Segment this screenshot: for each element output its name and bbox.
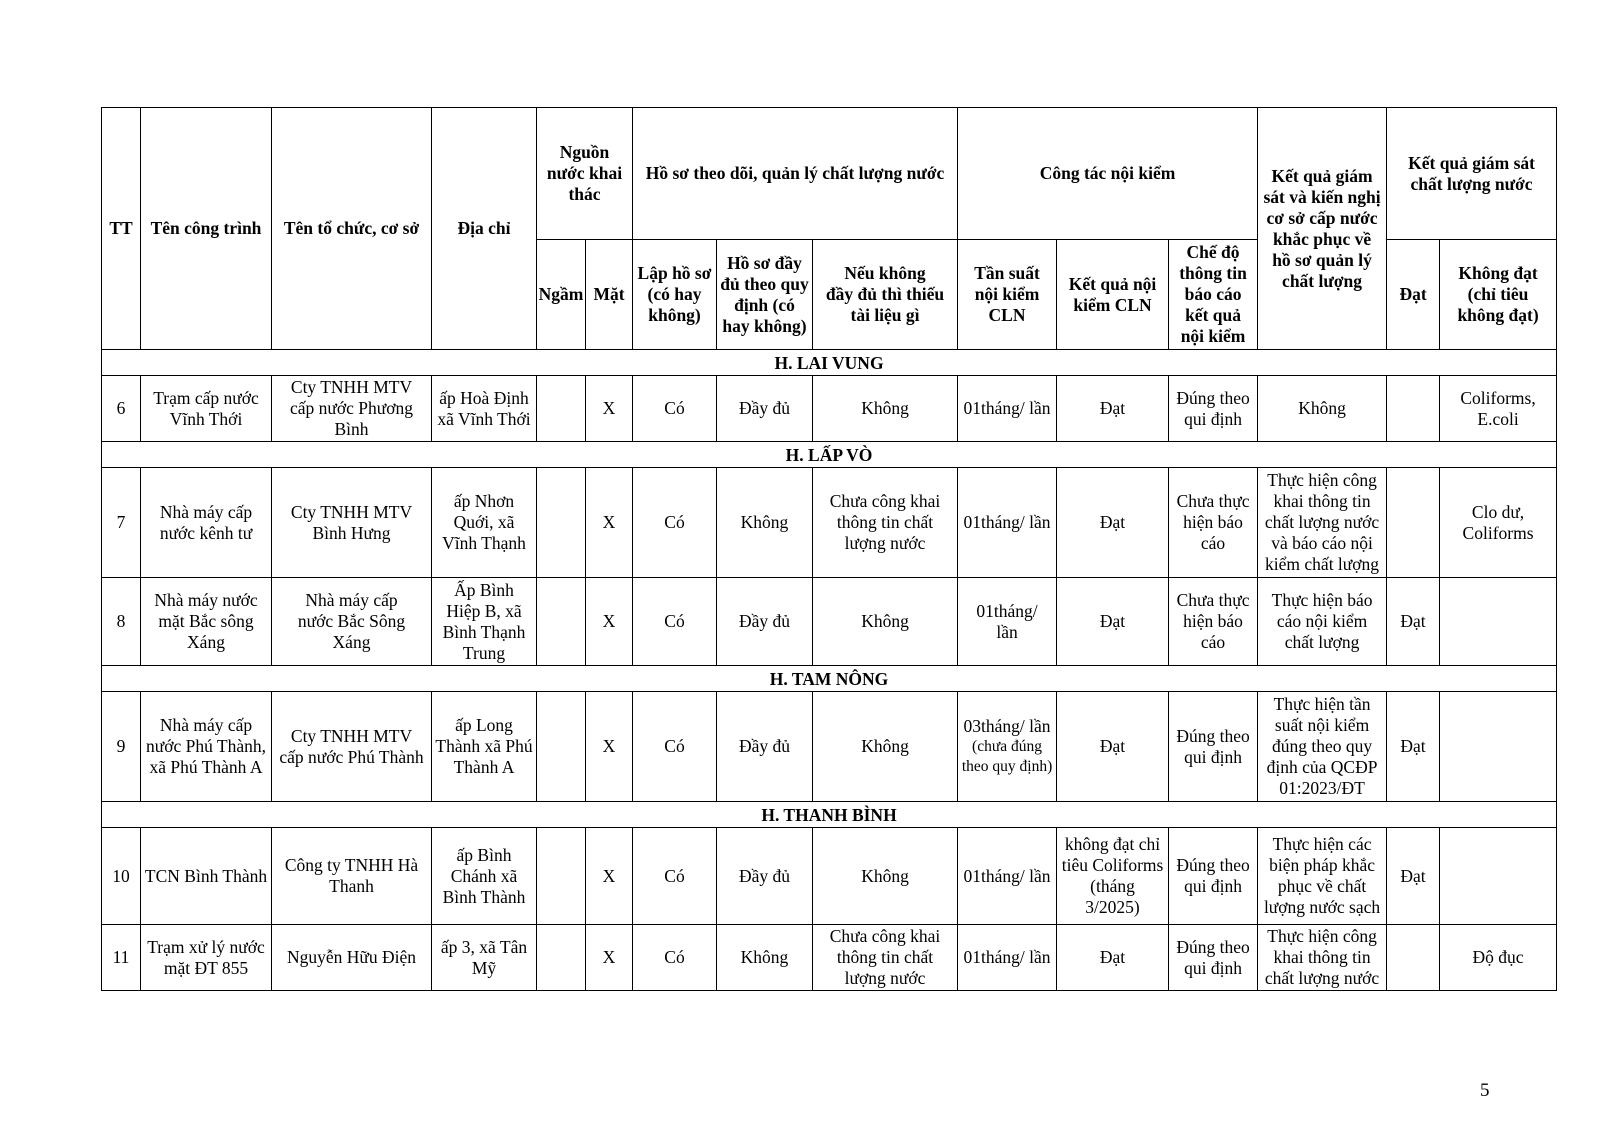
table-header <box>102 108 1557 350</box>
cell-tt: 11 <box>102 925 141 991</box>
table-row <box>102 925 1557 991</box>
section-row <box>102 802 1557 828</box>
cell-ket-qua: Đạt <box>1057 578 1169 666</box>
cell-tt: 7 <box>102 468 141 578</box>
cell-ket-qua: không đạt chỉ tiêu Coliforms (tháng 3/2025) <box>1057 828 1169 925</box>
header-dia-chi: Địa chỉ <box>432 108 537 350</box>
cell-mat: X <box>586 468 633 578</box>
cell-ngam <box>537 376 586 442</box>
cell-cong-trinh: Trạm xử lý nước mặt ĐT 855 <box>141 925 272 991</box>
cell-cong-trinh: Nhà máy cấp nước kênh tư <box>141 468 272 578</box>
cell-thieu: Không <box>813 578 958 666</box>
section-title: H. TAM NÔNG <box>102 666 1557 692</box>
header-khong-dat: Không đạt (chỉ tiêu không đạt) <box>1440 240 1557 350</box>
cell-ket-qua: Đạt <box>1057 925 1169 991</box>
cell-to-chuc: Cty TNHH MTV cấp nước Phú Thành <box>272 692 432 802</box>
header-kq-giam-sat-cln: Kết quả giám sát chất lượng nước <box>1387 108 1557 240</box>
cell-khong-dat <box>1440 578 1557 666</box>
cell-dia-chi: ấp Nhơn Quới, xã Vĩnh Thạnh <box>432 468 537 578</box>
table-body <box>102 350 1557 991</box>
header-dat: Đạt <box>1387 240 1440 350</box>
cell-che-do: Chưa thực hiện báo cáo <box>1169 468 1258 578</box>
section-title: H. LAI VUNG <box>102 350 1557 376</box>
cell-kien-nghi: Thực hiện các biện pháp khắc phục về chất lượng nước sạch <box>1258 828 1387 925</box>
cell-cong-trinh: Nhà máy cấp nước Phú Thành, xã Phú Thành A <box>141 692 272 802</box>
cell-ngam <box>537 828 586 925</box>
header-ho-so: Hồ sơ theo dõi, quản lý chất lượng nước <box>633 108 958 240</box>
header-ket-qua-noi-kiem: Kết quả nội kiểm CLN <box>1057 240 1169 350</box>
header-lap-ho-so: Lập hồ sơ (có hay không) <box>633 240 717 350</box>
cell-mat: X <box>586 578 633 666</box>
header-tan-suat: Tần suất nội kiểm CLN <box>958 240 1057 350</box>
cell-dia-chi: ấp Bình Chánh xã Bình Thành <box>432 828 537 925</box>
cell-ket-qua: Đạt <box>1057 692 1169 802</box>
header-neu-khong-day-du: Nếu không đầy đủ thì thiếu tài liệu gì <box>813 240 958 350</box>
cell-ngam <box>537 578 586 666</box>
section-row <box>102 442 1557 468</box>
cell-to-chuc: Cty TNHH MTV cấp nước Phương Bình <box>272 376 432 442</box>
page-number: 5 <box>1480 1080 1490 1101</box>
cell-kien-nghi: Thực hiện tần suất nội kiểm đúng theo quy định của QCĐP 01:2023/ĐT <box>1258 692 1387 802</box>
cell-dia-chi: ấp Long Thành xã Phú Thành A <box>432 692 537 802</box>
cell-thieu: Không <box>813 376 958 442</box>
cell-dat <box>1387 925 1440 991</box>
cell-day-du: Không <box>717 468 813 578</box>
header-cong-tac-noi-kiem: Công tác nội kiểm <box>958 108 1258 240</box>
section-row <box>102 350 1557 376</box>
header-tt: TT <box>102 108 141 350</box>
cell-mat: X <box>586 925 633 991</box>
cell-day-du: Không <box>717 925 813 991</box>
cell-tan-suat: 01tháng/ lần <box>958 828 1057 925</box>
cell-kien-nghi: Không <box>1258 376 1387 442</box>
cell-tan-suat: 01tháng/ lần <box>958 578 1057 666</box>
cell-thieu: Chưa công khai thông tin chất lượng nước <box>813 468 958 578</box>
cell-dia-chi: Ấp Bình Hiệp B, xã Bình Thạnh Trung <box>432 578 537 666</box>
cell-mat: X <box>586 828 633 925</box>
cell-khong-dat <box>1440 692 1557 802</box>
table-row <box>102 828 1557 925</box>
cell-thieu: Không <box>813 828 958 925</box>
header-ten-cong-trinh: Tên công trình <box>141 108 272 350</box>
cell-dia-chi: ấp 3, xã Tân Mỹ <box>432 925 537 991</box>
cell-ket-qua: Đạt <box>1057 376 1169 442</box>
cell-ngam <box>537 468 586 578</box>
cell-tt: 6 <box>102 376 141 442</box>
tan-suat-note: (chưa đúng theo quy định) <box>961 738 1053 775</box>
cell-khong-dat: Clo dư, Coliforms <box>1440 468 1557 578</box>
cell-che-do: Đúng theo qui định <box>1169 692 1258 802</box>
cell-lap-ho-so: Có <box>633 578 717 666</box>
cell-to-chuc: Nhà máy cấp nước Bắc Sông Xáng <box>272 578 432 666</box>
cell-che-do: Đúng theo qui định <box>1169 925 1258 991</box>
cell-lap-ho-so: Có <box>633 692 717 802</box>
cell-ngam <box>537 692 586 802</box>
cell-cong-trinh: TCN Bình Thành <box>141 828 272 925</box>
cell-kien-nghi: Thực hiện công khai thông tin chất lượng nước và báo cáo nội kiểm chất lượng <box>1258 468 1387 578</box>
table-row <box>102 578 1557 666</box>
header-ten-to-chuc: Tên tổ chức, cơ sở <box>272 108 432 350</box>
cell-khong-dat <box>1440 828 1557 925</box>
cell-lap-ho-so: Có <box>633 828 717 925</box>
cell-lap-ho-so: Có <box>633 925 717 991</box>
cell-ket-qua: Đạt <box>1057 468 1169 578</box>
cell-tt: 10 <box>102 828 141 925</box>
cell-dat: Đạt <box>1387 692 1440 802</box>
cell-lap-ho-so: Có <box>633 376 717 442</box>
cell-to-chuc: Cty TNHH MTV Bình Hưng <box>272 468 432 578</box>
cell-khong-dat: Coliforms, E.coli <box>1440 376 1557 442</box>
cell-to-chuc: Nguyễn Hữu Điện <box>272 925 432 991</box>
water-quality-table <box>101 107 1557 991</box>
cell-che-do: Đúng theo qui định <box>1169 828 1258 925</box>
cell-to-chuc: Công ty TNHH Hà Thanh <box>272 828 432 925</box>
section-row <box>102 666 1557 692</box>
cell-kien-nghi: Thực hiện báo cáo nội kiểm chất lượng <box>1258 578 1387 666</box>
cell-lap-ho-so: Có <box>633 468 717 578</box>
cell-thieu: Không <box>813 692 958 802</box>
cell-day-du: Đầy đủ <box>717 376 813 442</box>
cell-tan-suat <box>958 692 1057 802</box>
cell-dia-chi: ấp Hoà Định xã Vĩnh Thới <box>432 376 537 442</box>
cell-khong-dat: Độ đục <box>1440 925 1557 991</box>
cell-dat <box>1387 468 1440 578</box>
cell-tt: 8 <box>102 578 141 666</box>
cell-tan-suat: 01tháng/ lần <box>958 925 1057 991</box>
cell-dat: Đạt <box>1387 578 1440 666</box>
cell-thieu: Chưa công khai thông tin chất lượng nước <box>813 925 958 991</box>
cell-day-du: Đầy đủ <box>717 692 813 802</box>
header-ho-so-day-du: Hồ sơ đầy đủ theo quy định (có hay không) <box>717 240 813 350</box>
cell-dat: Đạt <box>1387 828 1440 925</box>
cell-cong-trinh: Trạm cấp nước Vĩnh Thới <box>141 376 272 442</box>
cell-kien-nghi: Thực hiện công khai thông tin chất lượng nước <box>1258 925 1387 991</box>
section-title: H. LẤP VÒ <box>102 442 1557 468</box>
cell-mat: X <box>586 376 633 442</box>
cell-tan-suat: 01tháng/ lần <box>958 468 1057 578</box>
cell-dat <box>1387 376 1440 442</box>
cell-che-do: Đúng theo qui định <box>1169 376 1258 442</box>
header-ngam: Ngầm <box>537 240 586 350</box>
cell-che-do: Chưa thực hiện báo cáo <box>1169 578 1258 666</box>
cell-day-du: Đầy đủ <box>717 828 813 925</box>
cell-mat: X <box>586 692 633 802</box>
cell-cong-trinh: Nhà máy nước mặt Bắc sông Xáng <box>141 578 272 666</box>
table-row <box>102 692 1557 802</box>
section-title: H. THANH BÌNH <box>102 802 1557 828</box>
cell-day-du: Đầy đủ <box>717 578 813 666</box>
tan-suat-value: 03tháng/ lần <box>963 716 1051 736</box>
cell-ngam <box>537 925 586 991</box>
header-nguon-nuoc: Nguồn nước khai thác <box>537 108 633 240</box>
cell-tan-suat: 01tháng/ lần <box>958 376 1057 442</box>
table-row <box>102 376 1557 442</box>
header-kq-giam-sat-kien-nghi: Kết quả giám sát và kiến nghị cơ sở cấp nước khắc phục về hồ sơ quản lý chất lượng <box>1258 108 1387 350</box>
header-mat: Mặt <box>586 240 633 350</box>
cell-tt: 9 <box>102 692 141 802</box>
table-row <box>102 468 1557 578</box>
header-che-do-thong-tin: Chế độ thông tin báo cáo kết quả nội kiểm <box>1169 240 1258 350</box>
